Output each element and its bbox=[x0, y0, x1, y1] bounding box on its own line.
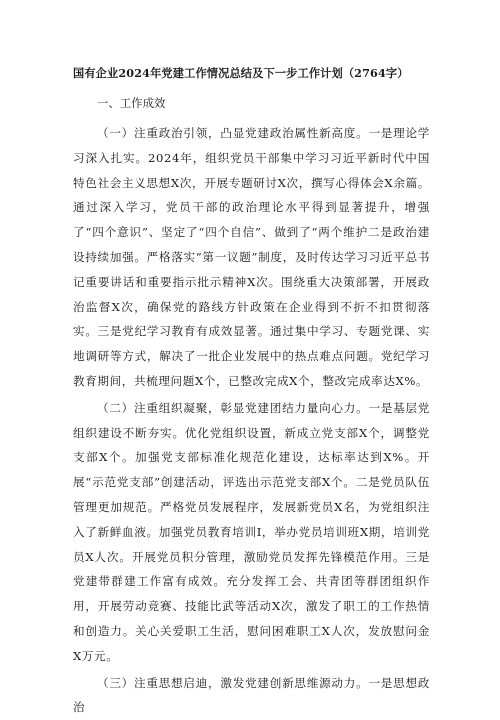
paragraph-organizational-cohesion: （二）注重组织凝聚，彰显党建团结力量向心力。一是基层党组织建设不断夯实。优化党组织设置，新成立党支部X个，调整党支部X个。加强党支部标准化规范化建设，达标率达到X%。开展“示范党支部”创建活动，评选出示范党支部X个。二是党员队伍管理更加规范。严格党员发展程序，发展新党员X名，为党组织注入了新鲜血液。加强党员教育培训I，举办党员培训班X期，培训党员X人次。开展党员积分管理，激励党员发挥先锋模范作用。三是党建带群建工作富有成效。充分发挥工会、共青团等群团组织作用，开展劳动竞赛、技能比武等活动X次，激发了职工的工作热情和创造力。关心关爱职工生活，慰问困难职工X人次，发放慰问金X万元。 bbox=[73, 400, 430, 663]
section-heading: 一、工作成效 bbox=[97, 96, 166, 110]
paragraph-political-guidance: （一）注重政治引领，凸显党建政治属性新高度。一是理论学习深入扎实。2024年，组织党员干部集中学习习近平新时代中国特色社会主义思想X次，开展专题研讨X次，撰写心得体会X余篇。通过深入学习，党员干部的政治理论水平得到显著提升，增强了“四个意识”、坚定了“四个自信”、做到了“两个维护二是政治建设持续加强。严格落实“第一议题”制度，及时传达学习习近平总书记重要讲话和重要指示批示精神X次。围绕重大决策部署，开展政治监督X次，确保党的路线方针政策在企业得到不折不扣贯彻落实。三是党纪学习教育有成效显著。通过集中学习、专题党课、实地调研等方式，解决了一批企业发展中的热点难点问题。党纪学习教育期间，共梳理问题X个，已整改完成X个，整改完成率达X%。 bbox=[73, 126, 430, 388]
paragraph-ideological-inspiration: （三）注重思想启迪，激发党建创新思维源动力。一是思想政治 bbox=[73, 675, 430, 715]
document-title: 国有企业2024年党建工作情况总结及下一步工作计划（2764字） bbox=[73, 66, 409, 80]
